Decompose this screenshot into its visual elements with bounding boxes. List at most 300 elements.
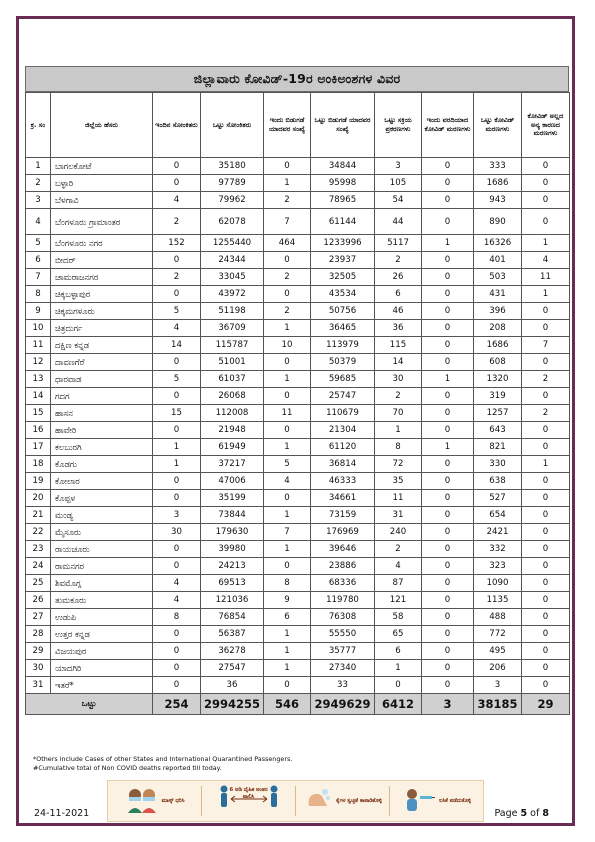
- row-today-discharged: 7: [264, 209, 311, 235]
- row-today-deaths: 0: [422, 286, 474, 303]
- row-district: ಚಿತ್ರದುರ್ಗ: [51, 320, 153, 337]
- row-total-discharged: 113979: [311, 337, 375, 354]
- row-district: ಯಾದಗಿರಿ: [51, 660, 153, 677]
- row-today-deaths: 0: [422, 643, 474, 660]
- row-total-discharged: 61120: [311, 439, 375, 456]
- row-today-positive: 15: [153, 405, 201, 422]
- row-total-deaths: 772: [474, 626, 522, 643]
- row-total-positive: 121036: [201, 592, 264, 609]
- row-today-discharged: 0: [264, 286, 311, 303]
- row-non-covid-deaths: 0: [522, 175, 570, 192]
- row-non-covid-deaths: 1: [522, 235, 570, 252]
- row-today-discharged: 1: [264, 643, 311, 660]
- row-today-deaths: 0: [422, 175, 474, 192]
- row-total-positive: 39980: [201, 541, 264, 558]
- row-total-deaths: 1686: [474, 175, 522, 192]
- row-sl: 31: [26, 677, 51, 694]
- row-non-covid-deaths: 0: [522, 439, 570, 456]
- row-total-discharged: 59685: [311, 371, 375, 388]
- row-total-discharged: 95998: [311, 175, 375, 192]
- row-today-deaths: 0: [422, 388, 474, 405]
- row-active: 26: [375, 269, 422, 286]
- row-active: 1: [375, 660, 422, 677]
- row-today-deaths: 0: [422, 660, 474, 677]
- row-total-discharged: 23886: [311, 558, 375, 575]
- row-total-deaths: 319: [474, 388, 522, 405]
- total-today-deaths: 3: [422, 694, 474, 715]
- total-today-discharged: 546: [264, 694, 311, 715]
- row-total-deaths: 208: [474, 320, 522, 337]
- row-today-deaths: 0: [422, 507, 474, 524]
- row-today-positive: 5: [153, 371, 201, 388]
- row-total-deaths: 330: [474, 456, 522, 473]
- row-active: 65: [375, 626, 422, 643]
- row-total-deaths: 16326: [474, 235, 522, 252]
- row-total-discharged: 34844: [311, 158, 375, 175]
- row-sl: 25: [26, 575, 51, 592]
- row-active: 105: [375, 175, 422, 192]
- row-non-covid-deaths: 0: [522, 192, 570, 209]
- row-total-positive: 36278: [201, 643, 264, 660]
- row-total-positive: 115787: [201, 337, 264, 354]
- row-active: 5117: [375, 235, 422, 252]
- row-today-discharged: 464: [264, 235, 311, 252]
- row-total-positive: 76854: [201, 609, 264, 626]
- row-today-deaths: 0: [422, 354, 474, 371]
- row-today-positive: 1: [153, 439, 201, 456]
- row-today-positive: 0: [153, 643, 201, 660]
- row-today-discharged: 11: [264, 405, 311, 422]
- row-total-positive: 51001: [201, 354, 264, 371]
- row-sl: 16: [26, 422, 51, 439]
- row-sl: 9: [26, 303, 51, 320]
- row-district: ಚಿಕ್ಕಮಗಳೂರು: [51, 303, 153, 320]
- row-active: 31: [375, 507, 422, 524]
- row-today-deaths: 0: [422, 558, 474, 575]
- row-active: 11: [375, 490, 422, 507]
- row-total-deaths: 206: [474, 660, 522, 677]
- row-active: 30: [375, 371, 422, 388]
- table-row: [26, 286, 570, 303]
- row-district: ಮಂಡ್ಯ: [51, 507, 153, 524]
- row-total-positive: 47006: [201, 473, 264, 490]
- total-total-positive: 2994255: [201, 694, 264, 715]
- row-total-positive: 37217: [201, 456, 264, 473]
- row-total-positive: 35180: [201, 158, 264, 175]
- row-sl: 14: [26, 388, 51, 405]
- row-non-covid-deaths: 2: [522, 371, 570, 388]
- row-total-deaths: 654: [474, 507, 522, 524]
- row-today-positive: 2: [153, 209, 201, 235]
- row-active: 2: [375, 388, 422, 405]
- row-total-discharged: 176969: [311, 524, 375, 541]
- row-active: 3: [375, 158, 422, 175]
- row-non-covid-deaths: 0: [522, 592, 570, 609]
- safety-banner: [107, 780, 484, 822]
- row-non-covid-deaths: 1: [522, 456, 570, 473]
- row-district: ತುಮಕೂರು: [51, 592, 153, 609]
- row-today-discharged: 1: [264, 626, 311, 643]
- row-total-positive: 33045: [201, 269, 264, 286]
- row-today-deaths: 1: [422, 235, 474, 252]
- row-non-covid-deaths: 0: [522, 209, 570, 235]
- row-non-covid-deaths: 0: [522, 541, 570, 558]
- row-district: ರಾಯಚೂರು: [51, 541, 153, 558]
- row-today-discharged: 9: [264, 592, 311, 609]
- row-district: ಬಾಗಲಕೋಟೆ: [51, 158, 153, 175]
- row-today-deaths: 0: [422, 609, 474, 626]
- row-district: ದಾವಣಗೆರೆ: [51, 354, 153, 371]
- row-total-discharged: 46333: [311, 473, 375, 490]
- row-non-covid-deaths: 0: [522, 558, 570, 575]
- row-non-covid-deaths: 0: [522, 354, 570, 371]
- row-active: 70: [375, 405, 422, 422]
- row-today-discharged: 4: [264, 473, 311, 490]
- row-active: 240: [375, 524, 422, 541]
- row-total-deaths: 1090: [474, 575, 522, 592]
- row-today-deaths: 0: [422, 320, 474, 337]
- row-total-positive: 179630: [201, 524, 264, 541]
- row-today-positive: 1: [153, 456, 201, 473]
- table-row: [26, 592, 570, 609]
- page-prefix: Page: [494, 808, 518, 819]
- row-total-positive: 97789: [201, 175, 264, 192]
- row-today-discharged: 10: [264, 337, 311, 354]
- row-district: ಬೆಂಗಳೂರು ನಗರ: [51, 235, 153, 252]
- row-total-positive: 21948: [201, 422, 264, 439]
- row-today-positive: 0: [153, 354, 201, 371]
- table-row: [26, 456, 570, 473]
- row-total-deaths: 3: [474, 677, 522, 694]
- header-total-discharged: ಒಟ್ಟು ಬಿಡುಗಡೆ ಯಾದವರ ಸಂಖ್ಯೆ: [311, 93, 375, 158]
- row-today-deaths: 0: [422, 473, 474, 490]
- row-today-discharged: 1: [264, 320, 311, 337]
- row-total-discharged: 34661: [311, 490, 375, 507]
- row-active: 121: [375, 592, 422, 609]
- row-total-discharged: 23937: [311, 252, 375, 269]
- table-row: [26, 269, 570, 286]
- total-active: 6412: [375, 694, 422, 715]
- row-today-discharged: 6: [264, 609, 311, 626]
- row-total-deaths: 431: [474, 286, 522, 303]
- table-row: [26, 158, 570, 175]
- row-today-discharged: 1: [264, 507, 311, 524]
- row-sl: 30: [26, 660, 51, 677]
- row-today-discharged: 1: [264, 541, 311, 558]
- row-today-deaths: 0: [422, 490, 474, 507]
- row-today-positive: 0: [153, 286, 201, 303]
- row-active: 4: [375, 558, 422, 575]
- row-non-covid-deaths: 0: [522, 575, 570, 592]
- row-today-positive: 0: [153, 473, 201, 490]
- row-total-positive: 24213: [201, 558, 264, 575]
- row-today-positive: 0: [153, 541, 201, 558]
- row-total-deaths: 1320: [474, 371, 522, 388]
- page-total: 8: [542, 808, 549, 819]
- row-today-positive: 0: [153, 158, 201, 175]
- table-row: [26, 354, 570, 371]
- row-total-deaths: 1686: [474, 337, 522, 354]
- row-non-covid-deaths: 0: [522, 643, 570, 660]
- total-label: ಒಟ್ಟು: [26, 694, 153, 715]
- row-active: 1: [375, 422, 422, 439]
- row-non-covid-deaths: 2: [522, 405, 570, 422]
- row-active: 46: [375, 303, 422, 320]
- row-sl: 6: [26, 252, 51, 269]
- row-total-positive: 61949: [201, 439, 264, 456]
- row-sl: 2: [26, 175, 51, 192]
- row-today-deaths: 0: [422, 269, 474, 286]
- row-district: ಚಿಕ್ಕಬಳ್ಳಾಪುರ: [51, 286, 153, 303]
- header-total-positive: ಒಟ್ಟು ಸೋಂಕಿತರು: [201, 93, 264, 158]
- row-total-deaths: 1135: [474, 592, 522, 609]
- row-district: ಉತ್ತರ ಕನ್ನಡ: [51, 626, 153, 643]
- table-row: [26, 524, 570, 541]
- row-today-deaths: 0: [422, 209, 474, 235]
- row-district: ಚಾಮರಾಜನಗರ: [51, 269, 153, 286]
- row-total-positive: 35199: [201, 490, 264, 507]
- row-sl: 15: [26, 405, 51, 422]
- row-non-covid-deaths: 0: [522, 609, 570, 626]
- table-row: [26, 473, 570, 490]
- row-today-deaths: 0: [422, 626, 474, 643]
- banner-vaccine: [390, 781, 483, 821]
- row-total-deaths: 608: [474, 354, 522, 371]
- row-today-positive: 4: [153, 192, 201, 209]
- row-sl: 11: [26, 337, 51, 354]
- row-district: ಗದಗ: [51, 388, 153, 405]
- row-today-positive: 0: [153, 490, 201, 507]
- row-sl: 20: [26, 490, 51, 507]
- row-sl: 12: [26, 354, 51, 371]
- row-total-deaths: 943: [474, 192, 522, 209]
- table-row: [26, 235, 570, 252]
- row-total-positive: 1255440: [201, 235, 264, 252]
- row-total-discharged: 25747: [311, 388, 375, 405]
- row-district: ಹಾಸನ: [51, 405, 153, 422]
- row-sl: 22: [26, 524, 51, 541]
- header-today-deaths: ಇಂದು ವರದಿಯಾದ ಕೋವಿಡ್ ಮರಣಗಳು: [422, 93, 474, 158]
- row-active: 54: [375, 192, 422, 209]
- row-active: 44: [375, 209, 422, 235]
- row-today-positive: 0: [153, 626, 201, 643]
- row-today-deaths: 1: [422, 371, 474, 388]
- row-non-covid-deaths: 0: [522, 422, 570, 439]
- row-sl: 17: [26, 439, 51, 456]
- banner-vaccine-text: ಲಸಿಕೆ ಪಡೆದುಕೊಳ್ಳಿ: [439, 797, 471, 804]
- row-today-positive: 0: [153, 388, 201, 405]
- table-row: [26, 303, 570, 320]
- table-row: [26, 609, 570, 626]
- row-non-covid-deaths: 0: [522, 626, 570, 643]
- row-active: 2: [375, 252, 422, 269]
- row-today-positive: 30: [153, 524, 201, 541]
- row-total-deaths: 503: [474, 269, 522, 286]
- row-total-discharged: 55550: [311, 626, 375, 643]
- table-row: [26, 175, 570, 192]
- total-total-deaths: 38185: [474, 694, 522, 715]
- header-sl: ಕ್ರ. ಸಂ: [26, 93, 51, 158]
- row-active: 6: [375, 286, 422, 303]
- row-total-discharged: 33: [311, 677, 375, 694]
- banner-mask-text: ಮಾಸ್ಕ್ ಧರಿಸಿ: [161, 797, 185, 804]
- row-today-deaths: 0: [422, 575, 474, 592]
- table-row: [26, 405, 570, 422]
- row-non-covid-deaths: 0: [522, 524, 570, 541]
- district-covid-table: [25, 92, 570, 715]
- row-total-discharged: 78965: [311, 192, 375, 209]
- row-active: 35: [375, 473, 422, 490]
- row-non-covid-deaths: 4: [522, 252, 570, 269]
- row-today-deaths: 0: [422, 677, 474, 694]
- row-today-deaths: 0: [422, 592, 474, 609]
- table-row: [26, 541, 570, 558]
- table-row: [26, 337, 570, 354]
- table-row: [26, 371, 570, 388]
- row-non-covid-deaths: 0: [522, 320, 570, 337]
- row-today-positive: 0: [153, 175, 201, 192]
- row-total-discharged: 110679: [311, 405, 375, 422]
- row-total-positive: 43972: [201, 286, 264, 303]
- row-district: ಕಲಬುರಗಿ: [51, 439, 153, 456]
- row-today-discharged: 0: [264, 558, 311, 575]
- page-number: [494, 808, 549, 819]
- row-today-discharged: 7: [264, 524, 311, 541]
- row-today-deaths: 0: [422, 192, 474, 209]
- row-sl: 27: [26, 609, 51, 626]
- row-today-deaths: 0: [422, 337, 474, 354]
- row-today-positive: 14: [153, 337, 201, 354]
- row-sl: 4: [26, 209, 51, 235]
- row-total-positive: 36709: [201, 320, 264, 337]
- row-today-discharged: 2: [264, 192, 311, 209]
- row-active: 87: [375, 575, 422, 592]
- row-total-deaths: 527: [474, 490, 522, 507]
- row-non-covid-deaths: 0: [522, 677, 570, 694]
- row-today-positive: 4: [153, 575, 201, 592]
- table-header-row: [26, 93, 570, 158]
- footnote-others: *Others include Cases of other States and International Quarantined Passengers.: [33, 755, 293, 763]
- page-of: of: [530, 808, 540, 819]
- handwash-icon: [303, 784, 333, 818]
- row-today-positive: 8: [153, 609, 201, 626]
- page-current: 5: [520, 808, 528, 819]
- row-total-positive: 24344: [201, 252, 264, 269]
- row-active: 2: [375, 541, 422, 558]
- row-non-covid-deaths: 0: [522, 473, 570, 490]
- table-row: [26, 422, 570, 439]
- row-today-discharged: 0: [264, 158, 311, 175]
- row-total-positive: 51198: [201, 303, 264, 320]
- total-non-covid-deaths: 29: [522, 694, 570, 715]
- row-sl: 8: [26, 286, 51, 303]
- row-sl: 3: [26, 192, 51, 209]
- row-total-deaths: 643: [474, 422, 522, 439]
- row-today-discharged: 1: [264, 371, 311, 388]
- row-total-positive: 62078: [201, 209, 264, 235]
- row-today-deaths: 0: [422, 158, 474, 175]
- row-total-deaths: 488: [474, 609, 522, 626]
- row-sl: 21: [26, 507, 51, 524]
- row-today-deaths: 0: [422, 541, 474, 558]
- row-total-deaths: 332: [474, 541, 522, 558]
- row-total-deaths: 323: [474, 558, 522, 575]
- row-total-deaths: 1257: [474, 405, 522, 422]
- row-sl: 18: [26, 456, 51, 473]
- row-non-covid-deaths: 0: [522, 507, 570, 524]
- vaccine-icon: [402, 784, 436, 818]
- row-today-positive: 0: [153, 677, 201, 694]
- row-today-deaths: 0: [422, 524, 474, 541]
- row-today-positive: 0: [153, 660, 201, 677]
- row-sl: 13: [26, 371, 51, 388]
- row-non-covid-deaths: 0: [522, 388, 570, 405]
- row-total-discharged: 43534: [311, 286, 375, 303]
- row-today-discharged: 0: [264, 490, 311, 507]
- table-row: [26, 439, 570, 456]
- row-today-discharged: 0: [264, 354, 311, 371]
- row-total-discharged: 35777: [311, 643, 375, 660]
- row-today-discharged: 8: [264, 575, 311, 592]
- row-district: ಬಳ್ಳಾರಿ: [51, 175, 153, 192]
- row-total-positive: 112008: [201, 405, 264, 422]
- table-row: [26, 660, 570, 677]
- banner-handwash: [296, 781, 389, 821]
- row-district: ಧಾರವಾಡ: [51, 371, 153, 388]
- row-total-deaths: 401: [474, 252, 522, 269]
- row-sl: 10: [26, 320, 51, 337]
- row-today-positive: 5: [153, 303, 201, 320]
- row-today-positive: 2: [153, 269, 201, 286]
- row-today-deaths: 1: [422, 439, 474, 456]
- row-district: ಇತರೆ*: [51, 677, 153, 694]
- row-today-deaths: 0: [422, 422, 474, 439]
- header-total-deaths: ಒಟ್ಟು ಕೋವಿಡ್ ಮರಣಗಳು: [474, 93, 522, 158]
- row-non-covid-deaths: 0: [522, 303, 570, 320]
- row-total-discharged: 27340: [311, 660, 375, 677]
- row-active: 58: [375, 609, 422, 626]
- row-today-discharged: 2: [264, 269, 311, 286]
- row-non-covid-deaths: 0: [522, 158, 570, 175]
- row-total-discharged: 32505: [311, 269, 375, 286]
- report-title: ಜಿಲ್ಲಾವಾರು ಕೋವಿಡ್-19ರ ಅಂಕಿಅಂಶಗಳ ವಿವರ: [25, 66, 569, 92]
- header-non-covid-deaths: ಕೋವಿಡ್ ಅಲ್ಲದ ಅನ್ಯ ಕಾರಣದ ಮರಣಗಳು: [522, 93, 570, 158]
- table-row: [26, 507, 570, 524]
- row-sl: 28: [26, 626, 51, 643]
- row-sl: 1: [26, 158, 51, 175]
- row-today-discharged: 1: [264, 175, 311, 192]
- header-today-positive: ಇಂದಿನ ಸೋಂಕಿತರು: [153, 93, 201, 158]
- total-row: [26, 694, 570, 715]
- total-today-positive: 254: [153, 694, 201, 715]
- row-today-positive: 0: [153, 422, 201, 439]
- table-row: [26, 490, 570, 507]
- row-sl: 7: [26, 269, 51, 286]
- table-row: [26, 209, 570, 235]
- row-today-discharged: 2: [264, 303, 311, 320]
- table-row: [26, 320, 570, 337]
- row-district: ಹಾವೇರಿ: [51, 422, 153, 439]
- header-active: ಒಟ್ಟು ಸಕ್ರಿಯ ಪ್ರಕರಣಗಳು: [375, 93, 422, 158]
- row-total-discharged: 1233996: [311, 235, 375, 252]
- row-sl: 24: [26, 558, 51, 575]
- row-total-deaths: 396: [474, 303, 522, 320]
- row-today-discharged: 0: [264, 388, 311, 405]
- row-district: ಕೊಪ್ಪಳ: [51, 490, 153, 507]
- table-row: [26, 575, 570, 592]
- row-total-positive: 36: [201, 677, 264, 694]
- row-total-deaths: 821: [474, 439, 522, 456]
